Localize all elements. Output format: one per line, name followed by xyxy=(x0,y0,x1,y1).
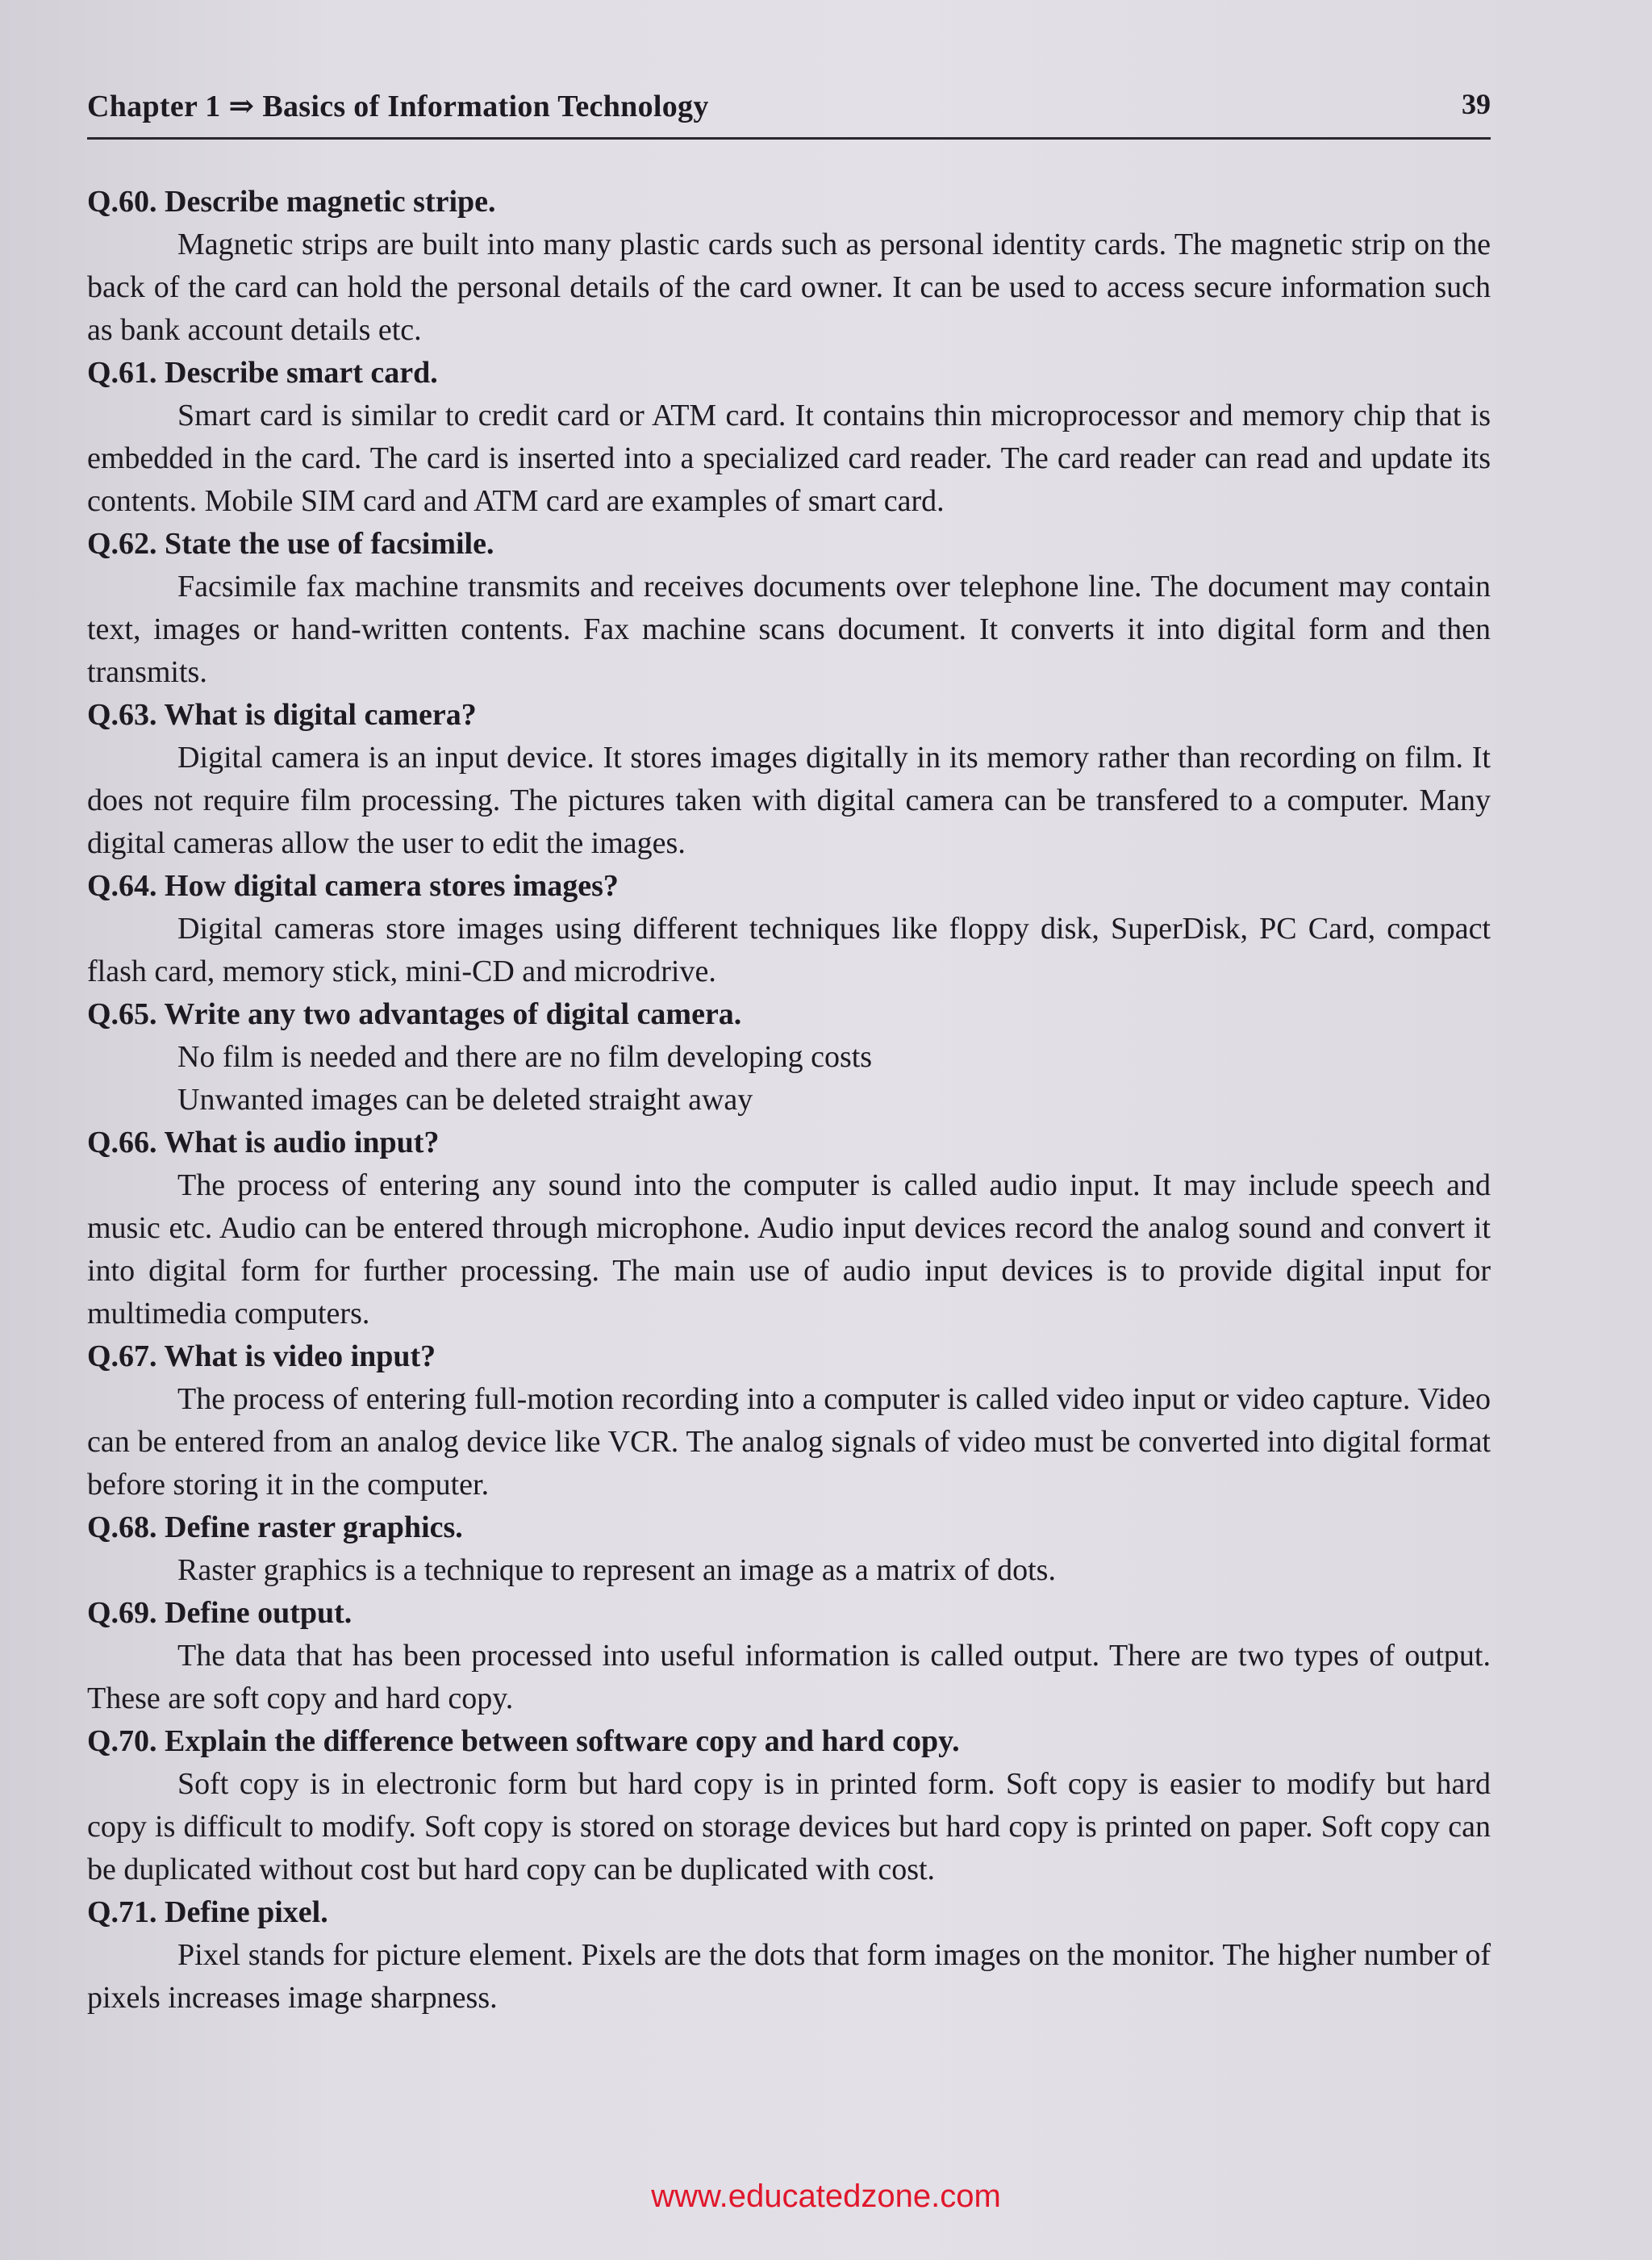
qa-item-70 xyxy=(87,1720,1491,1891)
answer-text: Soft copy is in electronic form but hard copy is in printed form. Soft copy is easier to modify but hard copy is difficult to modify. Soft copy is stored on storage devices but hard copy is printed on paper. Soft copy can be duplicated without cost but hard copy can be duplicated with cost. xyxy=(87,1767,1491,1886)
qa-item-65 xyxy=(87,993,1491,1122)
qa-item-64 xyxy=(87,865,1491,993)
answer-text: Facsimile fax machine transmits and receives documents over telephone line. The document may contain text, images or hand-written contents. Fax machine scans document. It converts it into digital form and then transmits. xyxy=(87,570,1491,689)
question-heading: Q.70. Explain the difference between software copy and hard copy. xyxy=(87,1724,960,1758)
question-heading: Q.62. State the use of facsimile. xyxy=(87,527,494,561)
website-footer: www.educatedzone.com xyxy=(651,2179,1001,2214)
question-heading: Q.60. Describe magnetic stripe. xyxy=(87,185,496,219)
answer-text: Pixel stands for picture element. Pixels are the dots that form images on the monitor. The higher number of pixels increases image sharpness. xyxy=(87,1938,1491,2015)
question-heading: Q.66. What is audio input? xyxy=(87,1126,440,1159)
question-heading: Q.69. Define output. xyxy=(87,1596,353,1630)
answer-text: Digital cameras store images using different techniques like floppy disk, SuperDisk, PC Card, compact flash card, memory stick, mini-CD and microdrive. xyxy=(87,912,1491,988)
qa-item-68 xyxy=(87,1506,1491,1592)
answer-text: Magnetic strips are built into many plastic cards such as personal identity cards. The magnetic strip on the back of the card can hold the personal details of the card owner. It can be used to access secure information such as bank account details etc. xyxy=(87,228,1491,347)
answer-text: The data that has been processed into useful information is called output. There are two types of output. These are soft copy and hard copy. xyxy=(87,1639,1491,1715)
answer-text: Raster graphics is a technique to represent an image as a matrix of dots. xyxy=(177,1553,1056,1587)
qa-item-66 xyxy=(87,1122,1491,1335)
chapter-title: Chapter 1 ⇒ Basics of Information Technology xyxy=(87,90,709,123)
qa-item-67 xyxy=(87,1335,1491,1506)
qa-item-69 xyxy=(87,1592,1491,1720)
question-heading: Q.67. What is video input? xyxy=(87,1339,436,1373)
question-heading: Q.71. Define pixel. xyxy=(87,1895,328,1929)
qa-item-61 xyxy=(87,352,1491,523)
advantage-point: No film is needed and there are no film developing costs xyxy=(177,1040,873,1074)
page-header xyxy=(87,87,1491,136)
qa-item-63 xyxy=(87,694,1491,865)
advantage-point: Unwanted images can be deleted straight away xyxy=(177,1083,753,1117)
qa-item-62 xyxy=(87,523,1491,694)
answer-text: Digital camera is an input device. It stores images digitally in its memory rather than recording on film. It does not require film processing. The pictures taken with digital camera can be transfered to a computer. Many digital cameras allow the user to edit the images. xyxy=(87,741,1491,860)
question-heading: Q.61. Describe smart card. xyxy=(87,356,438,390)
page-number: 39 xyxy=(1462,88,1491,120)
answer-text: The process of entering full-motion recording into a computer is called video input or video capture. Video can be entered from an analog device like VCR. The analog signals of video must be converted into digital format before storing it in the computer. xyxy=(87,1382,1491,1502)
question-heading: Q.68. Define raster graphics. xyxy=(87,1510,463,1544)
question-heading: Q.63. What is digital camera? xyxy=(87,698,477,732)
qa-content xyxy=(87,181,1491,2020)
question-heading: Q.65. Write any two advantages of digital camera. xyxy=(87,997,742,1031)
question-heading: Q.64. How digital camera stores images? xyxy=(87,869,619,903)
qa-item-71 xyxy=(87,1891,1491,2020)
answer-text: The process of entering any sound into the computer is called audio input. It may include speech and music etc. Audio can be entered through microphone. Audio input devices record the analog sound and convert it into digital form for further processing. The main use of audio input devices is to provide digital input for multimedia computers. xyxy=(87,1168,1491,1331)
header-rule xyxy=(87,137,1491,140)
answer-text: Smart card is similar to credit card or ATM card. It contains thin microprocessor and memory chip that is embedded in the card. The card is inserted into a specialized card reader. The card reader can read and update its contents. Mobile SIM card and ATM card are examples of smart card. xyxy=(87,399,1491,518)
qa-item-60 xyxy=(87,181,1491,352)
